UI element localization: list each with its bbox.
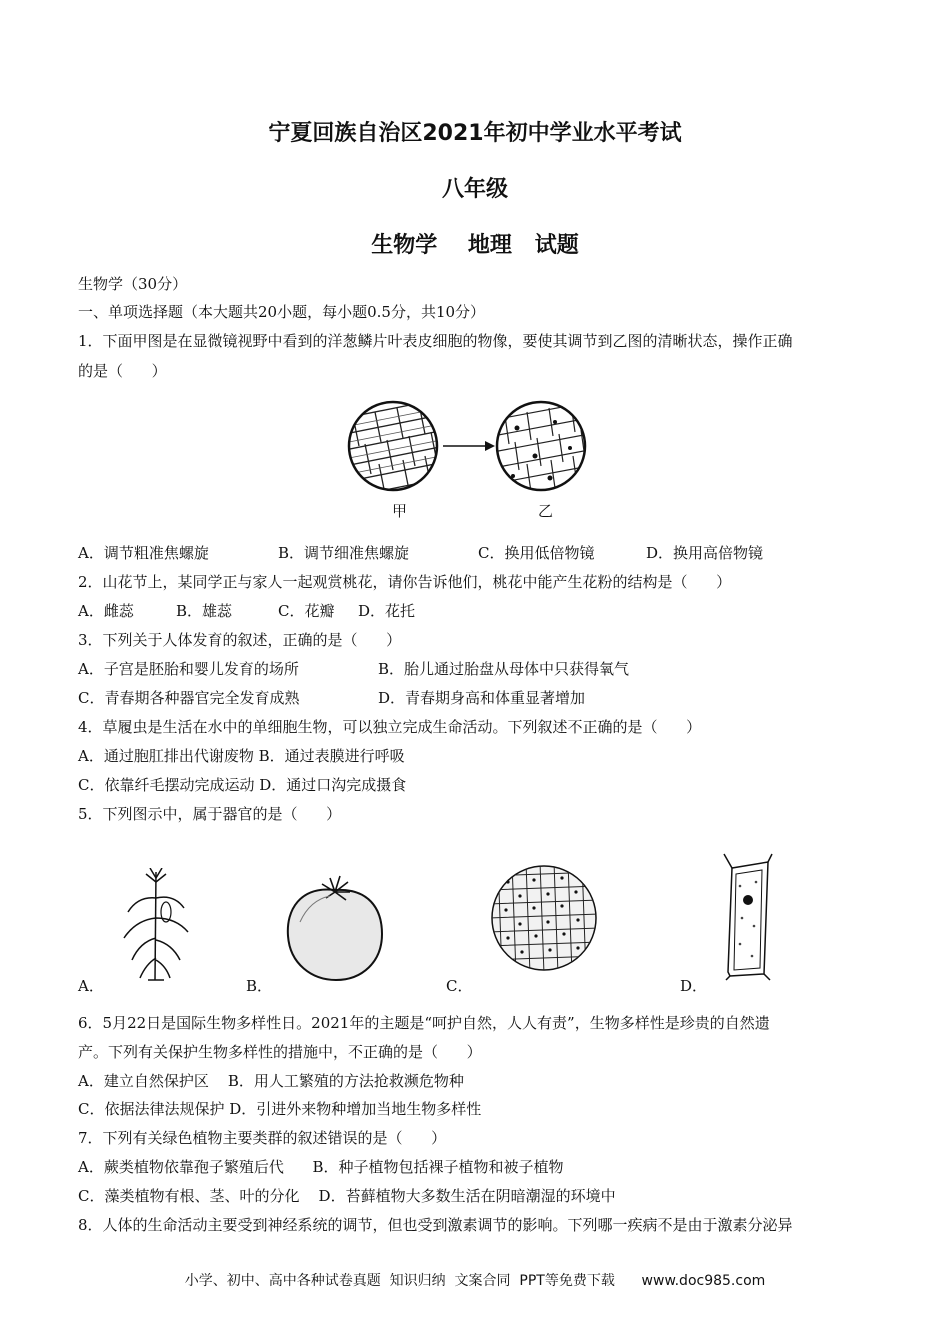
q1-option-b: B．调节细准焦螺旋 (278, 544, 410, 562)
q7-options-cd: C．藻类植物有根、茎、叶的分化 D．苔藓植物大多数生活在阴暗潮湿的环境中 (78, 1187, 616, 1205)
q5-label-c: C． (446, 977, 473, 995)
part1-heading: 一、单项选择题（本大题共20小题，每小题0.5分，共10分） (78, 303, 486, 321)
q5-label-b: B． (246, 977, 273, 995)
q8-line1: 8．人体的生命活动主要受到神经系统的调节，但也受到激素调节的影响。下列哪一疾病不是由于激素分泌异 (78, 1216, 793, 1234)
q5-figure-cell-tissue (488, 862, 600, 974)
q7-text: 7．下列有关绿色植物主要类群的叙述错误的是（ ） (78, 1129, 447, 1147)
biology-score: 生物学（30分） (78, 275, 188, 293)
q1-option-c: C．换用低倍物镜 (478, 544, 595, 562)
q5-figure-corn-plant (118, 868, 193, 983)
q6-options-ab: A．建立自然保护区 B．用人工繁殖的方法抢救濒危物种 (78, 1072, 464, 1090)
q3-option-d: D．青春期身高和体重显著增加 (378, 689, 586, 707)
q4-text: 4．草履虫是生活在水中的单细胞生物，可以独立完成生命活动。下列叙述不正确的是（ ） (78, 718, 702, 736)
q3-option-c: C．青春期各种器官完全发育成熟 (78, 689, 300, 707)
q1-line1: 1．下面甲图是在显微镜视野中看到的洋葱鳞片叶表皮细胞的物像，要使其调节到乙图的清晰状态，操作正确 (78, 332, 793, 350)
page-footer: 小学、初中、高中各种试卷真题 知识归纳 文案合同 PPT等免费下载 www.doc985.com (184, 1273, 766, 1289)
q5-label-a: A． (78, 977, 104, 995)
q5-figure-plant-cell (718, 852, 774, 982)
q6-line1: 6．5月22日是国际生物多样性日。2021年的主题是“呵护自然，人人有责”，生物多样性是珍贵的自然遗 (78, 1014, 770, 1032)
q5-figure-tomato (280, 870, 390, 985)
q4-options-ab: A．通过胞肛排出代谢废物 B．通过表膜进行呼吸 (78, 747, 405, 765)
grade-title: 八年级 (441, 177, 508, 202)
q3-text: 3．下列关于人体发育的叙述，正确的是（ ） (78, 631, 402, 649)
fig-label-jia: 甲 (392, 502, 408, 520)
subject-title: 生物学 地理 试题 (371, 233, 579, 258)
q6-options-cd: C．依据法律法规保护 D．引进外来物种增加当地生物多样性 (78, 1100, 482, 1118)
q7-options-ab: A．蕨类植物依靠孢子繁殖后代 B．种子植物包括裸子植物和被子植物 (78, 1158, 564, 1176)
q1-line2: 的是（ ） (78, 362, 167, 380)
q2-option-a: A．雌蕊 (78, 602, 134, 620)
q2-option-b: B．雄蕊 (176, 602, 233, 620)
q5-text: 5．下列图示中，属于器官的是（ ） (78, 805, 342, 823)
exam-title: 宁夏回族自治区2021年初中学业水平考试 (268, 121, 682, 146)
q6-line2: 产。下列有关保护生物多样性的措施中，不正确的是（ ） (78, 1043, 482, 1061)
q1-option-d: D．换用高倍物镜 (646, 544, 764, 562)
q4-options-cd: C．依靠纤毛摆动完成运动 D．通过口沟完成摄食 (78, 776, 407, 794)
q2-option-c: C．花瓣 (278, 602, 335, 620)
q2-option-d: D．花托 (358, 602, 416, 620)
q3-option-a: A．子宫是胚胎和婴儿发育的场所 (78, 660, 299, 678)
q2-text: 2．山花节上，某同学正与家人一起观赏桃花，请你告诉他们，桃花中能产生花粉的结构是（ ） (78, 573, 732, 591)
fig-label-yi: 乙 (538, 502, 554, 520)
q3-option-b: B．胎儿通过胎盘从母体中只获得氧气 (378, 660, 630, 678)
q1-option-a: A．调节粗准焦螺旋 (78, 544, 209, 562)
q1-microscope-figure (345, 398, 595, 494)
q5-label-d: D． (680, 977, 708, 995)
